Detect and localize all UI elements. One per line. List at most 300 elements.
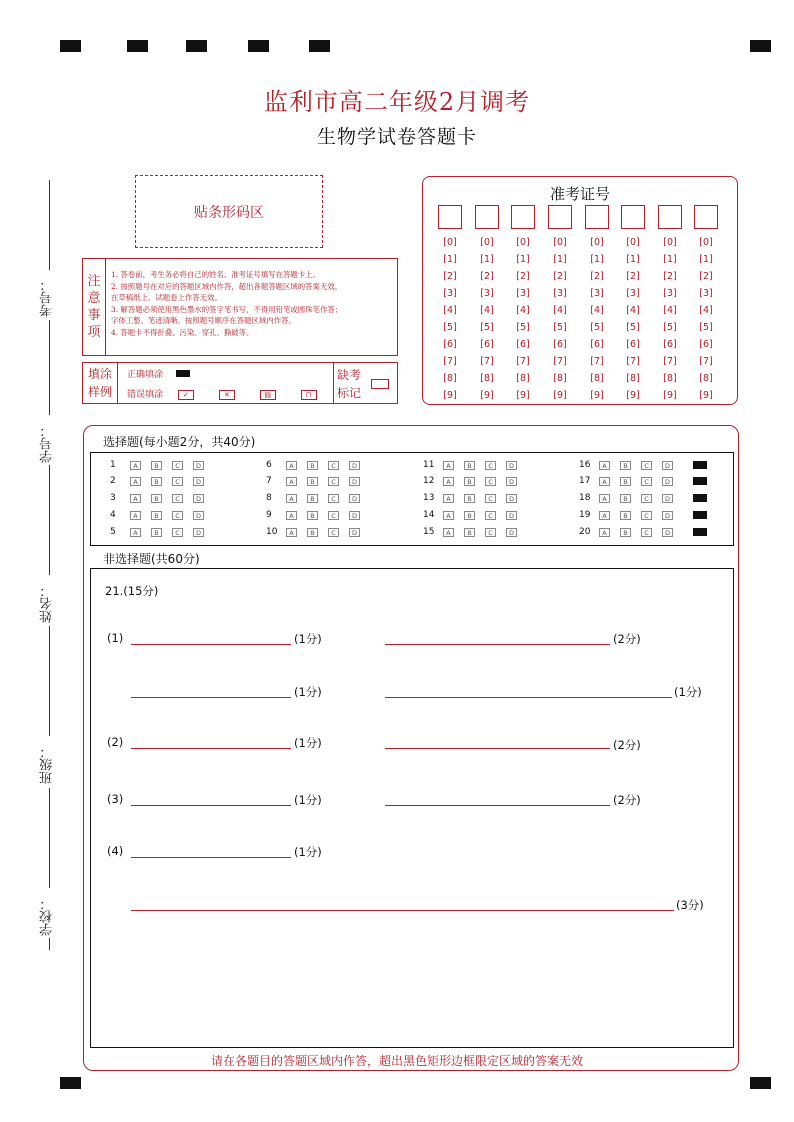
admission-digit-column — [621, 205, 645, 404]
row-timing-mark — [693, 477, 707, 485]
divider — [333, 363, 334, 403]
admission-digit-bubble[interactable]: [3] — [480, 288, 494, 299]
option-bubble[interactable]: D — [506, 461, 517, 470]
admission-digit-bubble[interactable]: [0] — [590, 237, 604, 248]
question-number: 11 — [423, 460, 435, 470]
notice-label-char: 意 — [87, 291, 101, 306]
notice-label-char: 注 — [87, 274, 101, 289]
choice-section-title: 选择题(每小题2分，共40分) — [103, 435, 256, 449]
barcode-label: 贴条形码区 — [194, 204, 264, 221]
option-bubble[interactable]: D — [349, 511, 360, 520]
side-field-exam-number: 考号： — [40, 278, 55, 317]
answer-line[interactable] — [131, 697, 291, 698]
answer-line[interactable] — [385, 805, 610, 806]
admission-digit-bubble[interactable]: [6] — [443, 339, 457, 350]
admission-digit-bubble[interactable]: [4] — [516, 305, 530, 316]
option-bubble[interactable]: C — [328, 461, 339, 470]
question-number: 14 — [423, 510, 435, 520]
timing-mark — [60, 40, 81, 52]
admission-digit-bubble[interactable]: [5] — [699, 322, 713, 333]
option-bubble[interactable]: D — [506, 528, 517, 537]
option-bubble[interactable]: D — [349, 477, 360, 486]
fill-example-box — [82, 362, 398, 404]
option-bubble[interactable]: A — [286, 477, 297, 486]
option-bubble[interactable]: B — [151, 477, 162, 486]
admission-digit-box[interactable] — [585, 205, 609, 229]
option-bubble[interactable]: C — [641, 528, 652, 537]
admission-digit-bubble[interactable]: [8] — [590, 373, 604, 384]
question-number: 2 — [110, 476, 116, 486]
option-bubble[interactable]: C — [641, 461, 652, 470]
admission-digit-box[interactable] — [438, 205, 462, 229]
side-line — [49, 180, 50, 270]
option-bubble[interactable]: C — [641, 477, 652, 486]
admission-digit-bubble[interactable]: [0] — [626, 237, 640, 248]
admission-digit-bubble[interactable]: [3] — [699, 288, 713, 299]
choice-question-row — [110, 476, 214, 486]
question-number: 6 — [266, 460, 272, 470]
side-info-fields — [30, 180, 60, 950]
admission-digit-box[interactable] — [475, 205, 499, 229]
admission-digit-bubble[interactable]: [9] — [699, 390, 713, 401]
question-number: 1 — [110, 460, 116, 470]
option-bubble[interactable]: C — [328, 477, 339, 486]
admission-digit-bubble[interactable]: [7] — [590, 356, 604, 367]
question-number: 3 — [110, 493, 116, 503]
admission-digit-bubble[interactable]: [7] — [480, 356, 494, 367]
admission-digit-column — [694, 205, 718, 404]
correct-fill-row — [127, 367, 190, 380]
question-number: 7 — [266, 476, 272, 486]
admission-digit-bubble[interactable]: [3] — [590, 288, 604, 299]
part-2-label: (2) — [107, 735, 124, 749]
answer-line[interactable] — [385, 748, 610, 749]
choice-question-row — [110, 510, 214, 520]
fill-label-line: 样例 — [87, 385, 112, 399]
correct-fill-mark — [176, 370, 190, 377]
option-bubble[interactable]: A — [443, 494, 454, 503]
admission-digit-bubble[interactable]: [5] — [626, 322, 640, 333]
wrong-mark-line: ⊓ — [301, 390, 317, 400]
timing-mark — [248, 40, 269, 52]
admission-digit-bubble[interactable]: [0] — [553, 237, 567, 248]
option-bubble[interactable]: D — [662, 477, 673, 486]
answer-line[interactable] — [131, 910, 674, 911]
absent-label-line: 标记 — [337, 386, 362, 400]
side-field-class: 班级： — [40, 745, 55, 784]
page-subtitle: 生物学试卷答题卡 — [316, 126, 477, 148]
option-bubble[interactable]: C — [328, 528, 339, 537]
admission-digit-bubble[interactable]: [7] — [626, 356, 640, 367]
option-bubble[interactable]: D — [506, 494, 517, 503]
choice-question-row — [423, 510, 527, 520]
option-bubble[interactable]: A — [599, 494, 610, 503]
question-number: 18 — [579, 493, 591, 503]
admission-digit-bubble[interactable]: [3] — [626, 288, 640, 299]
option-bubble[interactable]: A — [443, 511, 454, 520]
notice-item: 3. 解答题必须使用黑色墨水的签字笔书写，不得用铅笔或圆珠笔作答； — [111, 304, 343, 314]
admission-digit-box[interactable] — [511, 205, 535, 229]
question-21-label: 21.(15分) — [105, 584, 159, 598]
score-label: (1分) — [674, 685, 702, 699]
option-bubble[interactable]: B — [307, 477, 318, 486]
admission-digit-bubble[interactable]: [6] — [590, 339, 604, 350]
score-label: (1分) — [294, 685, 322, 699]
admission-digit-column — [438, 205, 462, 404]
timing-mark — [750, 40, 771, 52]
admission-digit-bubble[interactable]: [3] — [443, 288, 457, 299]
answer-line[interactable] — [131, 644, 291, 645]
option-bubble[interactable]: A — [599, 477, 610, 486]
option-bubble[interactable]: A — [599, 461, 610, 470]
timing-mark — [60, 1077, 81, 1089]
choice-question-row — [110, 527, 214, 537]
option-bubble[interactable]: C — [172, 528, 183, 537]
option-bubble[interactable]: C — [485, 477, 496, 486]
admission-digit-column — [548, 205, 572, 404]
option-bubble[interactable]: A — [130, 494, 141, 503]
option-bubble[interactable]: B — [307, 494, 318, 503]
admission-digit-bubble[interactable]: [0] — [699, 237, 713, 248]
admission-digit-bubble[interactable]: [2] — [663, 271, 677, 282]
admission-digit-bubble[interactable]: [4] — [553, 305, 567, 316]
admission-digit-bubble[interactable]: [8] — [516, 373, 530, 384]
admission-digit-bubble[interactable]: [9] — [626, 390, 640, 401]
question-number: 5 — [110, 527, 116, 537]
admission-digit-bubble[interactable]: [1] — [590, 254, 604, 265]
admission-digit-bubble[interactable]: [6] — [663, 339, 677, 350]
admission-digit-bubble[interactable]: [7] — [663, 356, 677, 367]
choice-question-row — [579, 510, 707, 520]
option-bubble[interactable]: C — [328, 511, 339, 520]
answer-line[interactable] — [385, 644, 610, 645]
score-label: (2分) — [613, 793, 641, 807]
wrong-mark-cross: ✕ — [219, 390, 235, 400]
barcode-area — [135, 175, 323, 248]
admission-digit-bubble[interactable]: [5] — [443, 322, 457, 333]
option-bubble[interactable]: D — [662, 528, 673, 537]
admission-digit-bubble[interactable]: [8] — [699, 373, 713, 384]
question-number: 4 — [110, 510, 116, 520]
admission-digit-bubble[interactable]: [1] — [626, 254, 640, 265]
admission-digit-bubble[interactable]: [4] — [626, 305, 640, 316]
option-bubble[interactable]: B — [464, 528, 475, 537]
answer-line[interactable] — [385, 697, 672, 698]
absent-label — [337, 366, 361, 402]
option-bubble[interactable]: D — [662, 511, 673, 520]
question-number: 15 — [423, 527, 435, 537]
choice-question-row — [266, 476, 370, 486]
side-line — [49, 465, 50, 575]
page-title: 监利市高二年级2月调考 — [263, 88, 531, 116]
admission-digit-bubble[interactable]: [1] — [516, 254, 530, 265]
timing-mark — [186, 40, 207, 52]
score-label: (1分) — [294, 632, 322, 646]
admission-digit-bubble[interactable]: [7] — [443, 356, 457, 367]
option-bubble[interactable]: B — [151, 494, 162, 503]
option-bubble[interactable]: B — [307, 461, 318, 470]
option-bubble[interactable]: D — [193, 477, 204, 486]
option-bubble[interactable]: D — [193, 461, 204, 470]
answer-line[interactable] — [131, 857, 291, 858]
fill-label-line: 填涂 — [87, 367, 112, 381]
option-bubble[interactable]: B — [620, 511, 631, 520]
option-bubble[interactable]: C — [172, 477, 183, 486]
option-bubble[interactable]: D — [662, 494, 673, 503]
row-timing-mark — [693, 511, 707, 519]
answer-line[interactable] — [131, 748, 291, 749]
admission-digit-bubble[interactable]: [9] — [553, 390, 567, 401]
option-bubble[interactable]: B — [151, 461, 162, 470]
admission-digit-bubble[interactable]: [6] — [516, 339, 530, 350]
choice-question-row — [579, 460, 707, 470]
admission-digit-bubble[interactable]: [5] — [553, 322, 567, 333]
admission-digit-box[interactable] — [658, 205, 682, 229]
option-bubble[interactable]: A — [599, 528, 610, 537]
option-bubble[interactable]: D — [349, 528, 360, 537]
option-bubble[interactable]: C — [172, 511, 183, 520]
option-bubble[interactable]: B — [307, 528, 318, 537]
admission-digit-bubble[interactable]: [7] — [699, 356, 713, 367]
footer-warning: 请在各题目的答题区域内作答，超出黑色矩形边框限定区域的答案无效 — [210, 1054, 583, 1068]
option-bubble[interactable]: C — [485, 461, 496, 470]
admission-digit-bubble[interactable]: [3] — [553, 288, 567, 299]
option-bubble[interactable]: B — [620, 528, 631, 537]
choice-question-row — [266, 510, 370, 520]
admission-digit-bubble[interactable]: [7] — [553, 356, 567, 367]
question-number: 16 — [579, 460, 591, 470]
option-bubble[interactable]: A — [443, 461, 454, 470]
choice-question-row — [266, 527, 370, 537]
option-bubble[interactable]: A — [599, 511, 610, 520]
choice-question-row — [579, 493, 707, 503]
option-bubble[interactable]: B — [307, 511, 318, 520]
option-bubble[interactable]: A — [286, 528, 297, 537]
absent-label-line: 缺考 — [337, 368, 362, 382]
admission-digit-bubble[interactable]: [0] — [516, 237, 530, 248]
admission-digit-bubble[interactable]: [5] — [663, 322, 677, 333]
admission-digit-bubble[interactable]: [4] — [663, 305, 677, 316]
absent-checkbox[interactable] — [371, 379, 389, 389]
choice-question-row — [423, 493, 527, 503]
notice-item: 1. 答卷前，考生务必将自己的姓名、准考证号填写在答题卡上。 — [111, 270, 320, 279]
notice-item: 4. 答题卡不得折叠、污染、穿孔、撕破等。 — [111, 327, 254, 337]
option-bubble[interactable]: B — [464, 461, 475, 470]
admission-digit-bubble[interactable]: [2] — [443, 271, 457, 282]
option-bubble[interactable]: D — [349, 494, 360, 503]
option-bubble[interactable]: B — [620, 494, 631, 503]
part-3-label: (3) — [107, 792, 124, 806]
admission-digit-bubble[interactable]: [2] — [699, 271, 713, 282]
option-bubble[interactable]: A — [130, 528, 141, 537]
admission-digit-bubble[interactable]: [9] — [443, 390, 457, 401]
option-bubble[interactable]: D — [506, 511, 517, 520]
row-timing-mark — [693, 528, 707, 536]
option-bubble[interactable]: D — [349, 461, 360, 470]
option-bubble[interactable]: A — [443, 477, 454, 486]
side-field-school: 学校： — [40, 897, 55, 936]
notice-item: 在草稿纸上、试题卷上作答无效。 — [111, 293, 222, 302]
admission-digit-bubble[interactable]: [1] — [553, 254, 567, 265]
question-number: 8 — [266, 493, 272, 503]
option-bubble[interactable]: C — [485, 494, 496, 503]
admission-digit-bubble[interactable]: [2] — [516, 271, 530, 282]
question-number: 10 — [266, 527, 278, 537]
admission-digit-bubble[interactable]: [3] — [516, 288, 530, 299]
option-bubble[interactable]: B — [151, 528, 162, 537]
option-bubble[interactable]: A — [286, 494, 297, 503]
option-bubble[interactable]: B — [620, 461, 631, 470]
admission-digit-bubble[interactable]: [2] — [553, 271, 567, 282]
admission-digit-bubble[interactable]: [6] — [480, 339, 494, 350]
option-bubble[interactable]: A — [130, 511, 141, 520]
side-line — [49, 938, 50, 950]
question-number: 12 — [423, 476, 435, 486]
notice-item: 2. 按照题号在对应的答题区域内作答，超出各题答题区域的答案无效， — [111, 281, 343, 291]
admission-digit-bubble[interactable]: [1] — [699, 254, 713, 265]
choice-question-row — [266, 493, 370, 503]
admission-digit-bubble[interactable]: [5] — [516, 322, 530, 333]
wrong-mark-check: ✓ — [178, 390, 194, 400]
admission-digit-bubble[interactable]: [5] — [480, 322, 494, 333]
admission-digit-bubble[interactable]: [9] — [663, 390, 677, 401]
timing-mark — [750, 1077, 771, 1089]
choice-question-row — [423, 527, 527, 537]
admission-digit-bubble[interactable]: [8] — [663, 373, 677, 384]
admission-number-box — [422, 176, 738, 405]
choice-question-row — [110, 460, 214, 470]
part-4-label: (4) — [107, 844, 124, 858]
choice-question-row — [266, 460, 370, 470]
option-bubble[interactable]: D — [193, 511, 204, 520]
notice-item: 字体工整、笔迹清晰。按照题号顺序在答题区域内作答。 — [111, 316, 296, 325]
admission-digit-column — [658, 205, 682, 404]
side-field-name: 姓名： — [40, 584, 55, 623]
correct-fill-label: 正确填涂 — [127, 370, 164, 380]
admission-digit-bubble[interactable]: [8] — [626, 373, 640, 384]
option-bubble[interactable]: A — [130, 477, 141, 486]
row-timing-mark — [693, 461, 707, 469]
part-1-label: (1) — [107, 631, 124, 645]
option-bubble[interactable]: B — [151, 511, 162, 520]
admission-digit-bubble[interactable]: [4] — [590, 305, 604, 316]
notice-label-char: 项 — [87, 325, 101, 340]
score-label: (3分) — [676, 898, 704, 912]
side-line — [49, 788, 50, 888]
question-number: 13 — [423, 493, 435, 503]
admission-digit-bubble[interactable]: [1] — [443, 254, 457, 265]
admission-digit-bubble[interactable]: [7] — [516, 356, 530, 367]
admission-digit-bubble[interactable]: [8] — [480, 373, 494, 384]
admission-digit-bubble[interactable]: [1] — [663, 254, 677, 265]
admission-digit-box[interactable] — [621, 205, 645, 229]
admission-digit-bubble[interactable]: [6] — [626, 339, 640, 350]
admission-digit-box[interactable] — [694, 205, 718, 229]
side-line — [49, 626, 50, 736]
admission-digit-bubble[interactable]: [6] — [699, 339, 713, 350]
choice-question-row — [423, 460, 527, 470]
fill-example-label — [83, 363, 118, 403]
option-bubble[interactable]: A — [286, 511, 297, 520]
timing-mark — [309, 40, 330, 52]
admission-digit-bubble[interactable]: [2] — [590, 271, 604, 282]
admission-title: 准考证号 — [549, 185, 610, 203]
admission-digit-bubble[interactable]: [9] — [516, 390, 530, 401]
notice-label — [83, 259, 106, 355]
option-bubble[interactable]: C — [641, 511, 652, 520]
admission-digit-bubble[interactable]: [0] — [443, 237, 457, 248]
option-bubble[interactable]: D — [506, 477, 517, 486]
notice-box — [82, 258, 398, 356]
admission-digit-column — [475, 205, 499, 404]
admission-digit-bubble[interactable]: [4] — [443, 305, 457, 316]
notice-label-char: 事 — [87, 308, 101, 323]
option-bubble[interactable]: B — [464, 494, 475, 503]
option-bubble[interactable]: B — [620, 477, 631, 486]
answer-line[interactable] — [131, 805, 291, 806]
admission-digit-box[interactable] — [548, 205, 572, 229]
wrong-fill-row — [127, 387, 317, 400]
option-bubble[interactable]: C — [485, 511, 496, 520]
question-number: 20 — [579, 527, 591, 537]
admission-digit-bubble[interactable]: [4] — [699, 305, 713, 316]
option-bubble[interactable]: A — [130, 461, 141, 470]
option-bubble[interactable]: B — [464, 477, 475, 486]
admission-digit-bubble[interactable]: [6] — [553, 339, 567, 350]
admission-digit-bubble[interactable]: [9] — [590, 390, 604, 401]
option-bubble[interactable]: B — [464, 511, 475, 520]
admission-digit-bubble[interactable]: [3] — [663, 288, 677, 299]
timing-mark — [127, 40, 148, 52]
option-bubble[interactable]: C — [328, 494, 339, 503]
admission-digit-bubble[interactable]: [9] — [480, 390, 494, 401]
score-label: (1分) — [294, 736, 322, 750]
admission-digit-bubble[interactable]: [1] — [480, 254, 494, 265]
row-timing-mark — [693, 494, 707, 502]
choice-question-row — [423, 476, 527, 486]
score-label: (2分) — [613, 738, 641, 752]
admission-digit-bubble[interactable]: [2] — [480, 271, 494, 282]
option-bubble[interactable]: D — [662, 461, 673, 470]
score-label: (1分) — [294, 845, 322, 859]
score-label: (1分) — [294, 793, 322, 807]
wrong-fill-label: 错误填涂 — [127, 390, 164, 400]
side-line — [49, 320, 50, 415]
option-bubble[interactable]: D — [193, 494, 204, 503]
option-bubble[interactable]: A — [286, 461, 297, 470]
admission-digit-bubble[interactable]: [8] — [553, 373, 567, 384]
option-bubble[interactable]: C — [485, 528, 496, 537]
option-bubble[interactable]: A — [443, 528, 454, 537]
choice-question-row — [579, 476, 707, 486]
question-number: 9 — [266, 510, 272, 520]
admission-digit-bubble[interactable]: [8] — [443, 373, 457, 384]
side-field-student-number: 学号： — [40, 424, 55, 463]
admission-digit-bubble[interactable]: [0] — [663, 237, 677, 248]
admission-digit-bubble[interactable]: [4] — [480, 305, 494, 316]
choice-question-row — [579, 527, 707, 537]
wrong-mark-partial: ▤ — [260, 390, 276, 400]
admission-digit-bubble[interactable]: [5] — [590, 322, 604, 333]
option-bubble[interactable]: D — [193, 528, 204, 537]
option-bubble[interactable]: C — [641, 494, 652, 503]
admission-digit-column — [585, 205, 609, 404]
admission-digit-bubble[interactable]: [0] — [480, 237, 494, 248]
option-bubble[interactable]: C — [172, 461, 183, 470]
choice-question-row — [110, 493, 214, 503]
option-bubble[interactable]: C — [172, 494, 183, 503]
admission-digit-bubble[interactable]: [2] — [626, 271, 640, 282]
